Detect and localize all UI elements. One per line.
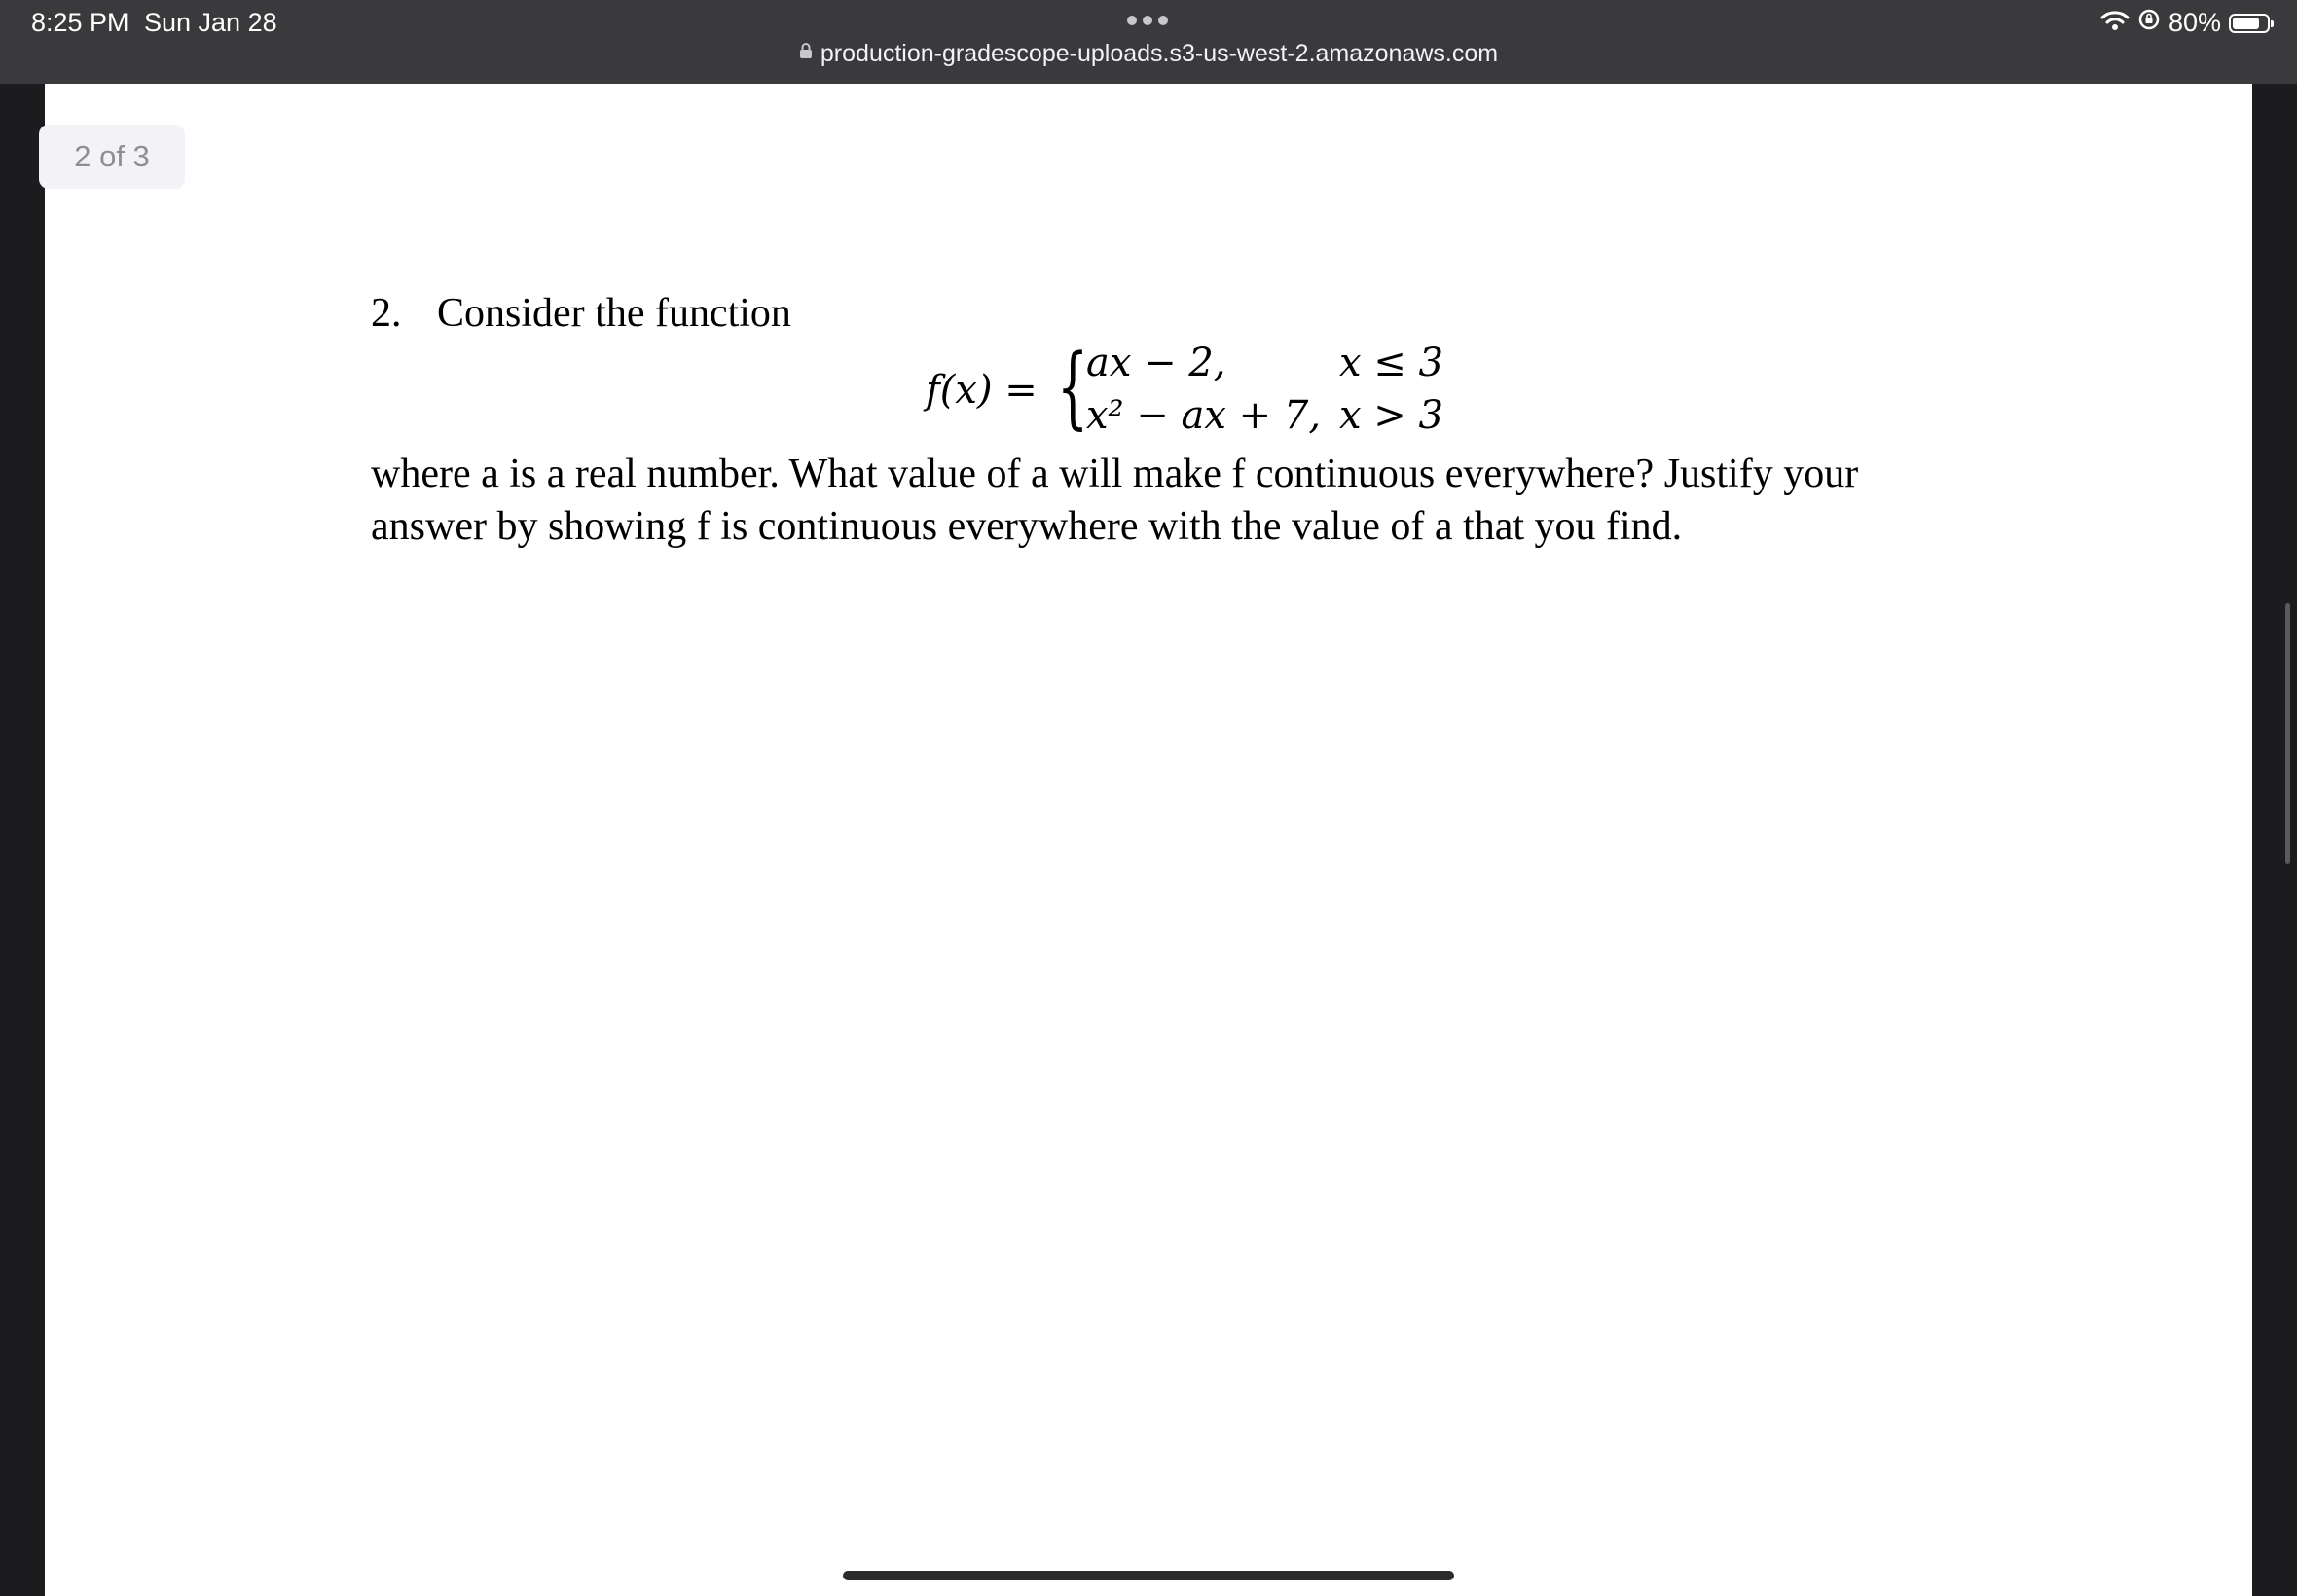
question-number: 2. (371, 291, 402, 336)
formula-case2-expr: x² − ax + 7, (1086, 393, 1322, 438)
scrollbar-thumb[interactable] (2285, 603, 2290, 864)
formula-case1-cond: x ≤ 3 (1339, 341, 1443, 385)
url-bar[interactable] (0, 40, 2297, 69)
formula-brace: { (1057, 335, 1089, 439)
battery-fill (2233, 18, 2259, 29)
question-title: Consider the function (437, 291, 791, 336)
battery-icon (2229, 14, 2270, 33)
status-bar (0, 0, 2297, 84)
piecewise-formula (371, 335, 1948, 446)
url-text[interactable]: production-gradescope-uploads.s3-us-west-2.amazonaws.com (820, 40, 1499, 67)
lock-icon (799, 38, 813, 66)
status-time: 8:25 PM (31, 8, 129, 37)
question-heading (371, 288, 1948, 339)
home-indicator[interactable] (843, 1571, 1454, 1580)
formula-case1-expr: ax − 2, (1086, 341, 1226, 385)
status-date: Sun Jan 28 (144, 8, 277, 37)
formula-case2-cond: x > 3 (1339, 393, 1443, 438)
more-dots-icon[interactable] (1127, 16, 1168, 25)
battery-percent: 80% (2168, 8, 2221, 37)
page-indicator: 2 of 3 (39, 125, 185, 189)
wifi-icon (2100, 8, 2130, 38)
orientation-lock-icon (2137, 8, 2161, 38)
formula-lhs: f(x) = (926, 368, 1038, 413)
status-indicators (2100, 8, 2270, 38)
document-content (371, 288, 1948, 553)
question-body: where a is a real number. What value of a will make f continuous everywhere? Justify your answer by showing f is continuous everywhere with the value of a that you find. (371, 452, 1859, 549)
